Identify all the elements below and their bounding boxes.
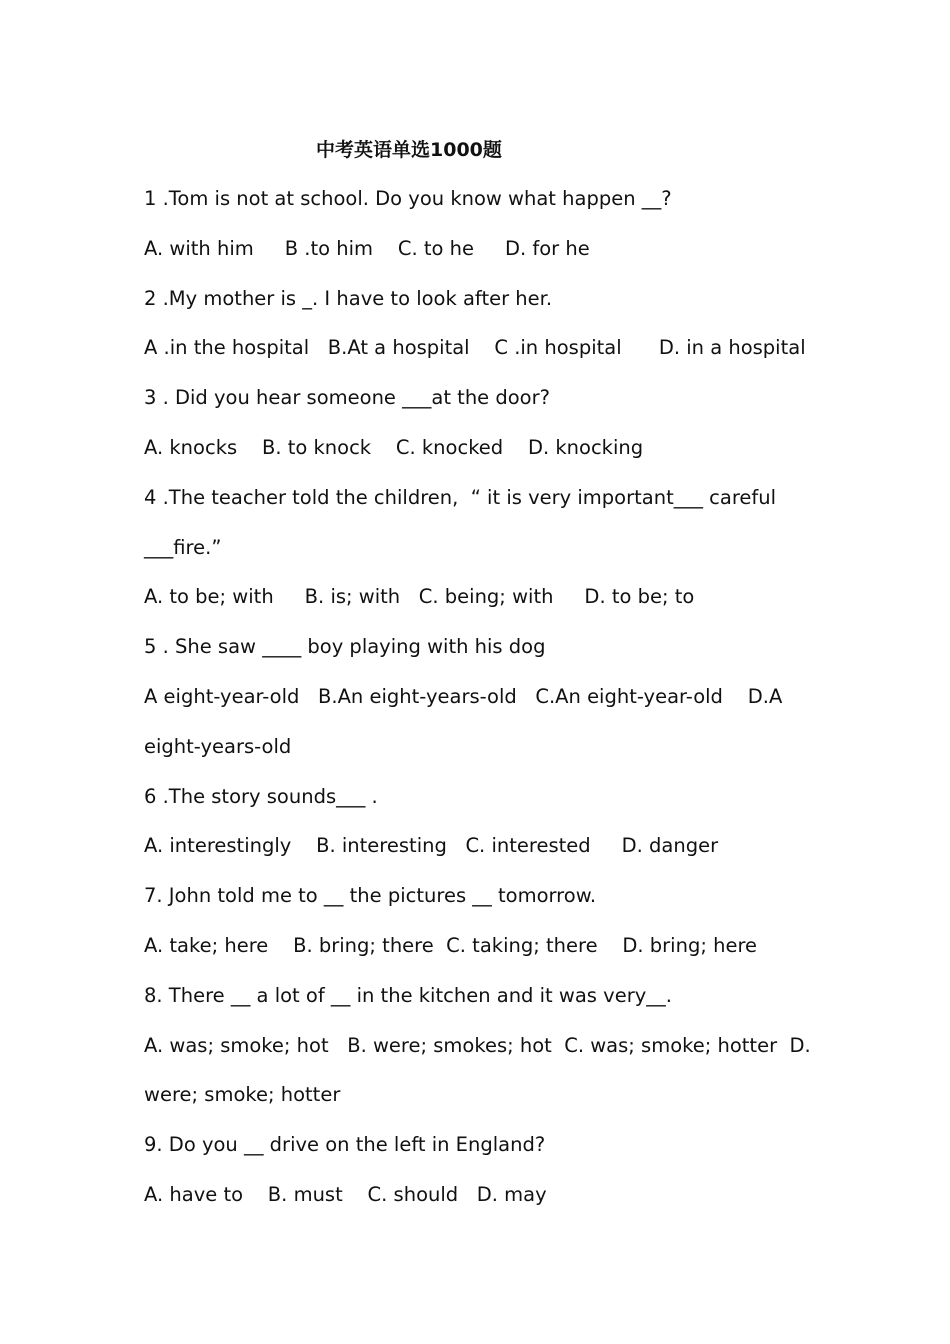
question-5-options-continued: eight-years-old: [144, 734, 292, 758]
document-title: 中考英语单选1000题: [316, 139, 502, 161]
question-3-options: A. knocks B. to knock C. knocked D. knocking: [144, 435, 644, 459]
question-4-options: A. to be; with B. is; with C. being; with D. to be; to: [144, 585, 695, 609]
question-5-options: A eight-year-old B.An eight-years-old C.An eight-year-old D.A: [144, 684, 783, 708]
question-6-options: A. interestingly B. interesting C. interested D. danger: [144, 834, 719, 858]
question-8-stem: 8. There __ a lot of __ in the kitchen and it was very__.: [144, 983, 672, 1007]
question-5-stem: 5 . She saw ____ boy playing with his dog: [144, 635, 546, 659]
question-8-options-continued: were; smoke; hotter: [144, 1083, 341, 1107]
question-9-options: A. have to B. must C. should D. may: [144, 1182, 547, 1206]
question-list: [144, 184, 811, 1230]
question-3-stem: 3 . Did you hear someone ___at the door?: [144, 386, 550, 410]
question-7-stem: 7. John told me to __ the pictures __ tomorrow.: [144, 884, 597, 908]
question-8-options: A. was; smoke; hot B. were; smokes; hot C. was; smoke; hotter D.: [144, 1033, 811, 1057]
question-6-stem: 6 .The story sounds___ .: [144, 784, 378, 808]
question-9-stem: 9. Do you __ drive on the left in England?: [144, 1133, 546, 1157]
question-2-options: A .in the hospital B.At a hospital C .in hospital D. in a hospital: [144, 336, 806, 360]
question-2-stem: 2 .My mother is _. I have to look after her.: [144, 286, 553, 310]
question-1-options: A. with him B .to him C. to he D. for he: [144, 236, 590, 260]
question-1-stem: 1 .Tom is not at school. Do you know what happen __?: [144, 187, 672, 210]
question-7-options: A. take; here B. bring; there C. taking; there D. bring; here: [144, 933, 758, 957]
question-4-stem: 4 .The teacher told the children, “ it is very important___ careful: [144, 485, 777, 509]
question-4-stem-continued: ___fire.”: [144, 535, 222, 559]
